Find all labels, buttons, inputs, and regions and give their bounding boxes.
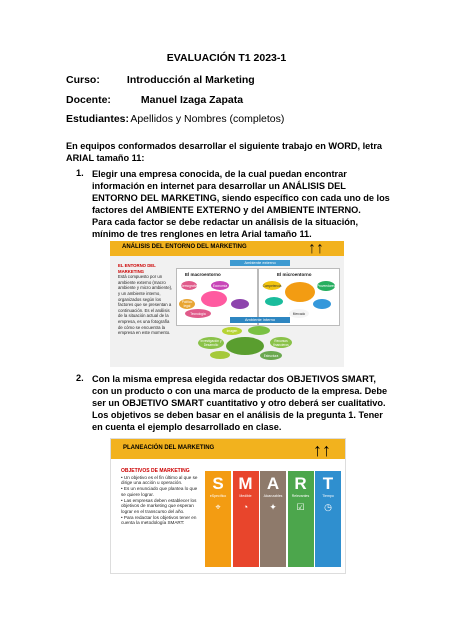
students-row (66, 113, 284, 125)
macro-label: El macroentorno (185, 272, 221, 277)
smart-word: eSpecífico (209, 494, 227, 498)
smart-word: Relevantes (291, 494, 310, 498)
smart-letter: R (294, 474, 307, 493)
external-bar: Ambiente externo (230, 260, 290, 266)
teacher-value: Manuel Izaga Zapata (140, 94, 244, 106)
slide-planeacion-marketing (110, 438, 346, 574)
students-label: Estudiantes: (66, 113, 130, 125)
slide-title: PLANEACIÓN DEL MARKETING (123, 445, 215, 451)
bullet-item: • Las empresas deben establecer los objetivos de marketing que esperan lograr en el transcurso del año. (121, 497, 197, 514)
smart-alcanzables-icon: ✦ (269, 502, 277, 512)
micro-blob (265, 297, 283, 306)
objectives-heading: OBJETIVOS DE MARKETING (121, 468, 190, 474)
smart-medible-icon: ◔ (242, 502, 249, 512)
arrows-icon: ↑↑ (313, 440, 331, 460)
smart-word: Medible (239, 494, 252, 498)
macro-item: Político legal (179, 299, 195, 309)
question-1 (92, 168, 392, 240)
internal-item: Imagen (222, 327, 242, 335)
document-title: EVALUACIÓN T1 2023-1 (166, 52, 287, 64)
macro-item: Economía (211, 281, 229, 290)
question-2-text: Con la misma empresa elegida redactar dos OBJETIVOS SMART, con un producto o con una marca de producto de la empresa. Debe ser un OBJETIVO SMART cuantitativo y otro deberá ser cualitativo. Los objetivos se deben basar en el análisis de la pregunta 1. Tener en cuenta el ejemplo desarrollado en clase. (92, 374, 388, 432)
internal-blob (248, 326, 270, 335)
smart-letter: S (212, 474, 224, 493)
course-label: Curso: (66, 74, 100, 86)
slide-heading: EL ENTORNO DEL MARKETING (118, 263, 156, 274)
bullet-item: • Para redactar los objetivos tener en cuenta la metodología SMART: (121, 514, 197, 526)
internal-bar: Ambiente interno (230, 317, 290, 323)
teacher-label: Docente: (66, 94, 111, 106)
macro-item: Demografía (181, 281, 197, 290)
smart-tiempo-icon: ◷ (324, 502, 332, 512)
slide-entorno-marketing (110, 241, 344, 367)
objectives-text (121, 469, 201, 526)
smart-letter: A (266, 474, 280, 493)
micro-label: El microentorno (277, 272, 312, 277)
slide-header (110, 241, 344, 256)
question-1-text: Elegir una empresa conocida, de la cual puedan encontrar información en internet para desarrollar un ANÁLISIS DEL ENTORNO DEL MARKETING, siendo específico con cada uno de los factores del AMBIENTE EXTERNO y del AMBIENTE INTERNO. (92, 169, 390, 215)
course-row (66, 74, 255, 86)
smart-medible-panel (233, 471, 259, 567)
slide-title: ANÁLISIS DEL ENTORNO DEL MARKETING (122, 244, 247, 250)
smart-word: Tiempo (322, 494, 334, 498)
slide-description (118, 263, 174, 336)
micro-item: Mercado (289, 309, 309, 318)
smart-letter: T (322, 474, 334, 493)
smart-word: Alcanzables (263, 494, 283, 498)
bullet-item: • Un objetivo es el fin último al que se dirige una acción u operación. (121, 474, 198, 486)
micro-item: Competencia (263, 281, 281, 290)
macro-blob (201, 291, 227, 307)
course-value: Introducción al Marketing (126, 74, 255, 86)
smart-específico-panel (205, 471, 231, 567)
smart-específico-icon: ⌖ (215, 502, 221, 512)
teacher-row (66, 94, 243, 106)
smart-relevantes-icon: ☑ (296, 502, 305, 512)
intro-text: En equipos conformados desarrollar el siguiente trabajo en WORD, letra ARIAL tamaño 11: (66, 141, 383, 163)
micro-item: Proveedores (317, 281, 335, 291)
bullet-item: • Es un enunciado que plantea lo que se quiere lograr. (121, 486, 198, 497)
internal-item: Investigación y Desarrollo (198, 337, 224, 349)
smart-tiempo-panel (315, 471, 341, 567)
micro-blob (285, 282, 315, 302)
internal-blob (226, 337, 264, 355)
slide-header (111, 439, 345, 459)
macro-item: Tecnología (185, 309, 211, 318)
micro-blob (313, 299, 331, 309)
question-1-text-2: Para cada factor se debe redactar un análisis de la situación, mínimo de tres renglones en letra Arial tamaño 11. (92, 217, 359, 239)
internal-item: Estructura (260, 351, 282, 360)
students-value: Apellidos y Nombres (completos) (130, 113, 285, 125)
smart-letter: M (238, 474, 253, 493)
slide-body: Está compuesto por un ambiente externo (macro ambiente y micro ambiente), y un ambiente interno, organizados según los factores que se presentan a continuación. Es el análisis de la situación actual de la empresa, es una fotografía de cómo se encuentra la empresa en este momento. (118, 274, 173, 336)
internal-blob (210, 351, 230, 359)
smart-alcanzables-panel (260, 471, 286, 567)
question-2-number: 2. (76, 373, 84, 383)
macro-blob (231, 299, 249, 309)
arrows-icon: ↑↑ (308, 240, 324, 257)
smart-relevantes-panel (288, 471, 314, 567)
question-1-number: 1. (76, 168, 84, 178)
internal-item: Recursos financieros (270, 337, 292, 348)
